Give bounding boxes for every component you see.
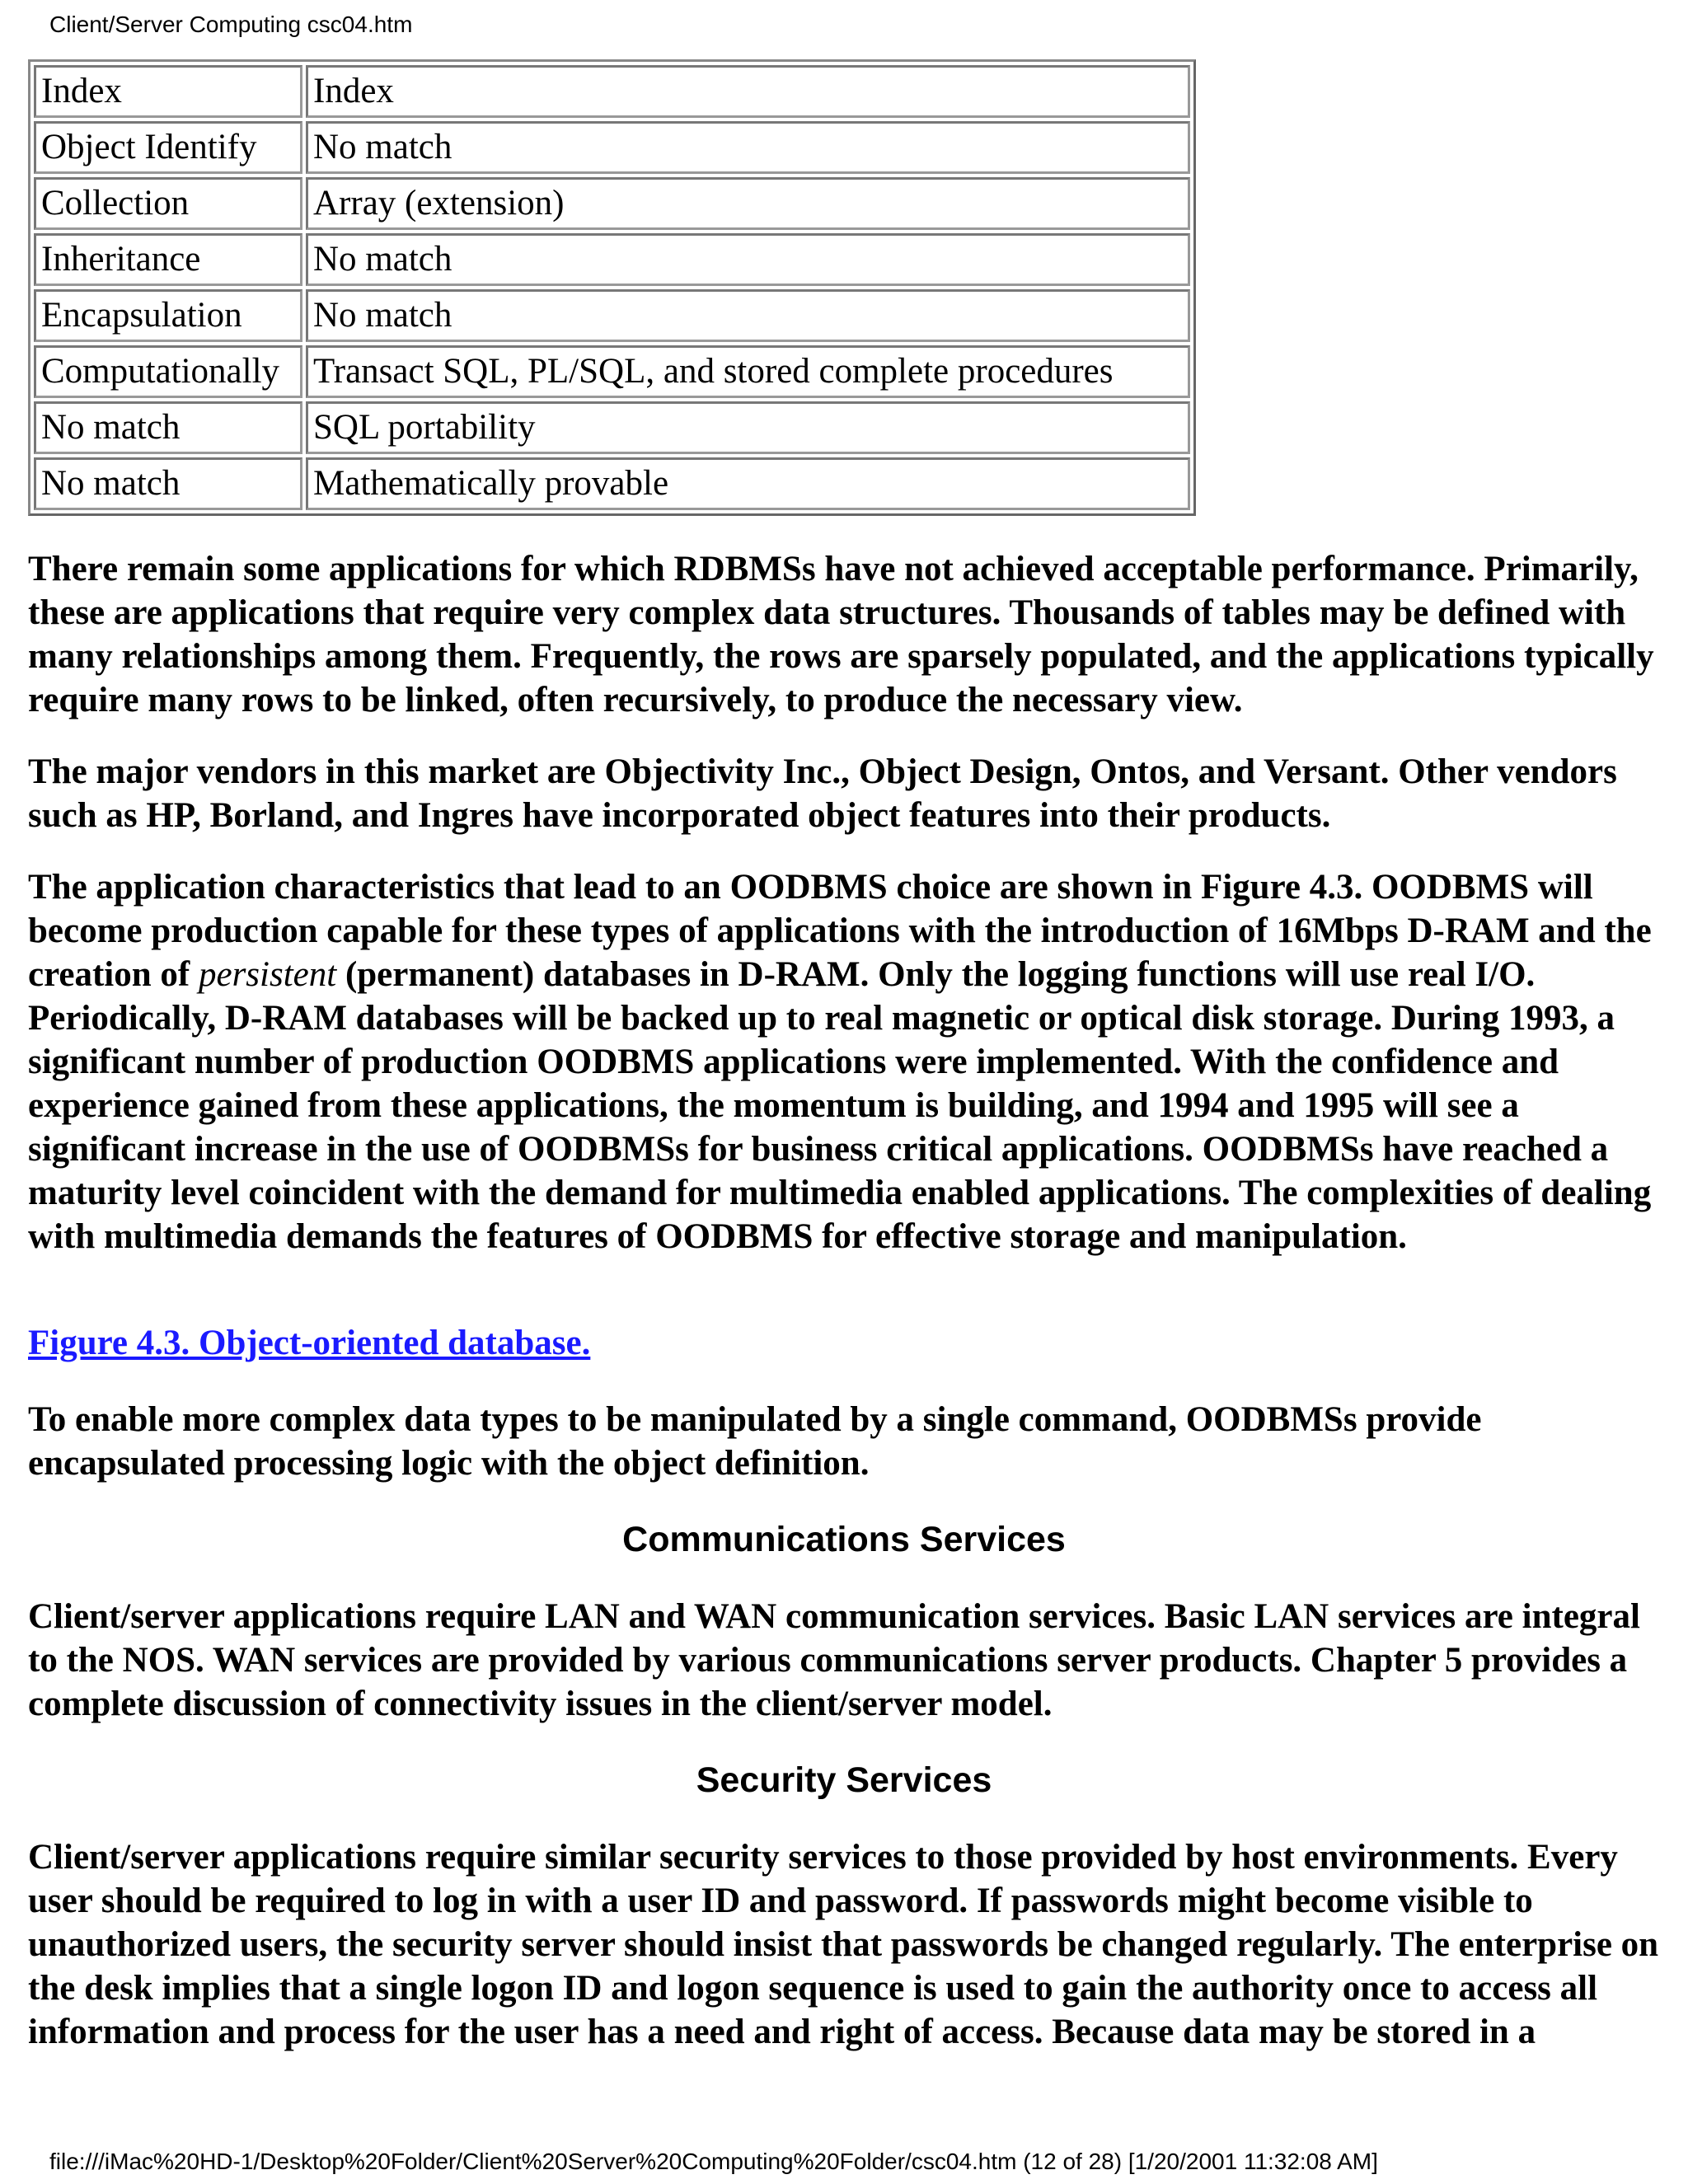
table-cell: No match bbox=[306, 233, 1190, 286]
table-cell: Array (extension) bbox=[306, 177, 1190, 230]
paragraph-text: (permanent) databases in D-RAM. Only the logging functions will use real I/O. Periodically, D-RAM databases will be backed up to real magnetic or optical disk storage. During 1993, a significant number of production OODBMS applications were implemented. With the confidence and experience gained from these applications, the momentum is building, and 1994 and 1995 will see a significant increase in the use of OODBMSs for business critical applications. OODBMSs have reached a maturity level coincident with the demand for multimedia enabled applications. The complexities of dealing with multimedia demands the features of OODBMS for effective storage and manipulation. bbox=[28, 955, 1652, 1256]
figure-4-3-link[interactable]: Figure 4.3. Object-oriented database. bbox=[28, 1324, 591, 1362]
table-cell: Index bbox=[306, 65, 1190, 118]
table-cell: No match bbox=[306, 289, 1190, 342]
page-header: Client/Server Computing csc04.htm bbox=[49, 12, 413, 37]
paragraph-rdbms-performance: There remain some applications for which RDBMSs have not achieved acceptable performance. Primarily, these are applications that require very complex data structures. Thousands of tables may be defined with many relationships among them. Frequently, the rows are sparsely populated, and the applications typically require many rows to be linked, often recursively, to produce the necessary view. bbox=[28, 550, 1654, 719]
paragraph-major-vendors: The major vendors in this market are Objectivity Inc., Object Design, Ontos, and Versant. Other vendors such as HP, Borland, and Ingres have incorporated object features into their products. bbox=[28, 752, 1617, 835]
heading-communications-services: Communications Services bbox=[622, 1520, 1066, 1559]
comparison-table bbox=[28, 59, 1196, 516]
table-cell: Transact SQL, PL/SQL, and stored complete procedures bbox=[306, 345, 1190, 398]
table-cell: Collection bbox=[34, 177, 302, 230]
page-content bbox=[28, 59, 1660, 2054]
table-row bbox=[34, 345, 1190, 398]
page-footer: file:///iMac%20HD-1/Desktop%20Folder/Client%20Server%20Computing%20Folder/csc04.htm (12 of 28) [1/20/2001 11:32:08 AM] bbox=[49, 2149, 1378, 2174]
table-cell: No match bbox=[34, 401, 302, 454]
table-row bbox=[34, 177, 1190, 230]
emphasis-persistent: persistent bbox=[198, 955, 337, 994]
table-cell: Mathematically provable bbox=[306, 457, 1190, 510]
table-cell: Inheritance bbox=[34, 233, 302, 286]
table-row bbox=[34, 289, 1190, 342]
table-cell: Computationally bbox=[34, 345, 302, 398]
paragraph-oodbms-characteristics bbox=[28, 865, 1660, 1258]
paragraph-communications: Client/server applications require LAN and WAN communication services. Basic LAN services are integral to the NOS. WAN services are provided by various communications server products. Chapter 5 provides a complete discussion of connectivity issues in the client/server model. bbox=[28, 1597, 1640, 1723]
table-cell: No match bbox=[34, 457, 302, 510]
table-row bbox=[34, 401, 1190, 454]
table-cell: Object Identify bbox=[34, 121, 302, 174]
heading-security-services: Security Services bbox=[696, 1760, 992, 1800]
paragraph-encapsulated-logic: To enable more complex data types to be manipulated by a single command, OODBMSs provide encapsulated processing logic with the object definition. bbox=[28, 1400, 1482, 1483]
figure-link-paragraph bbox=[28, 1321, 1660, 1365]
table-row bbox=[34, 65, 1190, 118]
table-cell: Index bbox=[34, 65, 302, 118]
table-cell: Encapsulation bbox=[34, 289, 302, 342]
table-row bbox=[34, 233, 1190, 286]
table-row bbox=[34, 121, 1190, 174]
paragraph-text: The application characteristics that lead to an OODBMS choice are shown in Figure 4.3. OODBMS will become production capable for these types of applications with the introduction of 16Mbps D-RAM and the creation of bbox=[28, 868, 1652, 994]
table-cell: No match bbox=[306, 121, 1190, 174]
table-cell: SQL portability bbox=[306, 401, 1190, 454]
paragraph-security: Client/server applications require similar security services to those provided by host environments. Every user should be required to log in with a user ID and password. If passwords might become visible to unauthorized users, the security server should insist that passwords be changed regularly. The enterprise on the desk implies that a single logon ID and logon sequence is used to gain the authority once to access all information and process for the user has a need and right of access. Because data may be stored in a bbox=[28, 1838, 1659, 2051]
table-row bbox=[34, 457, 1190, 510]
